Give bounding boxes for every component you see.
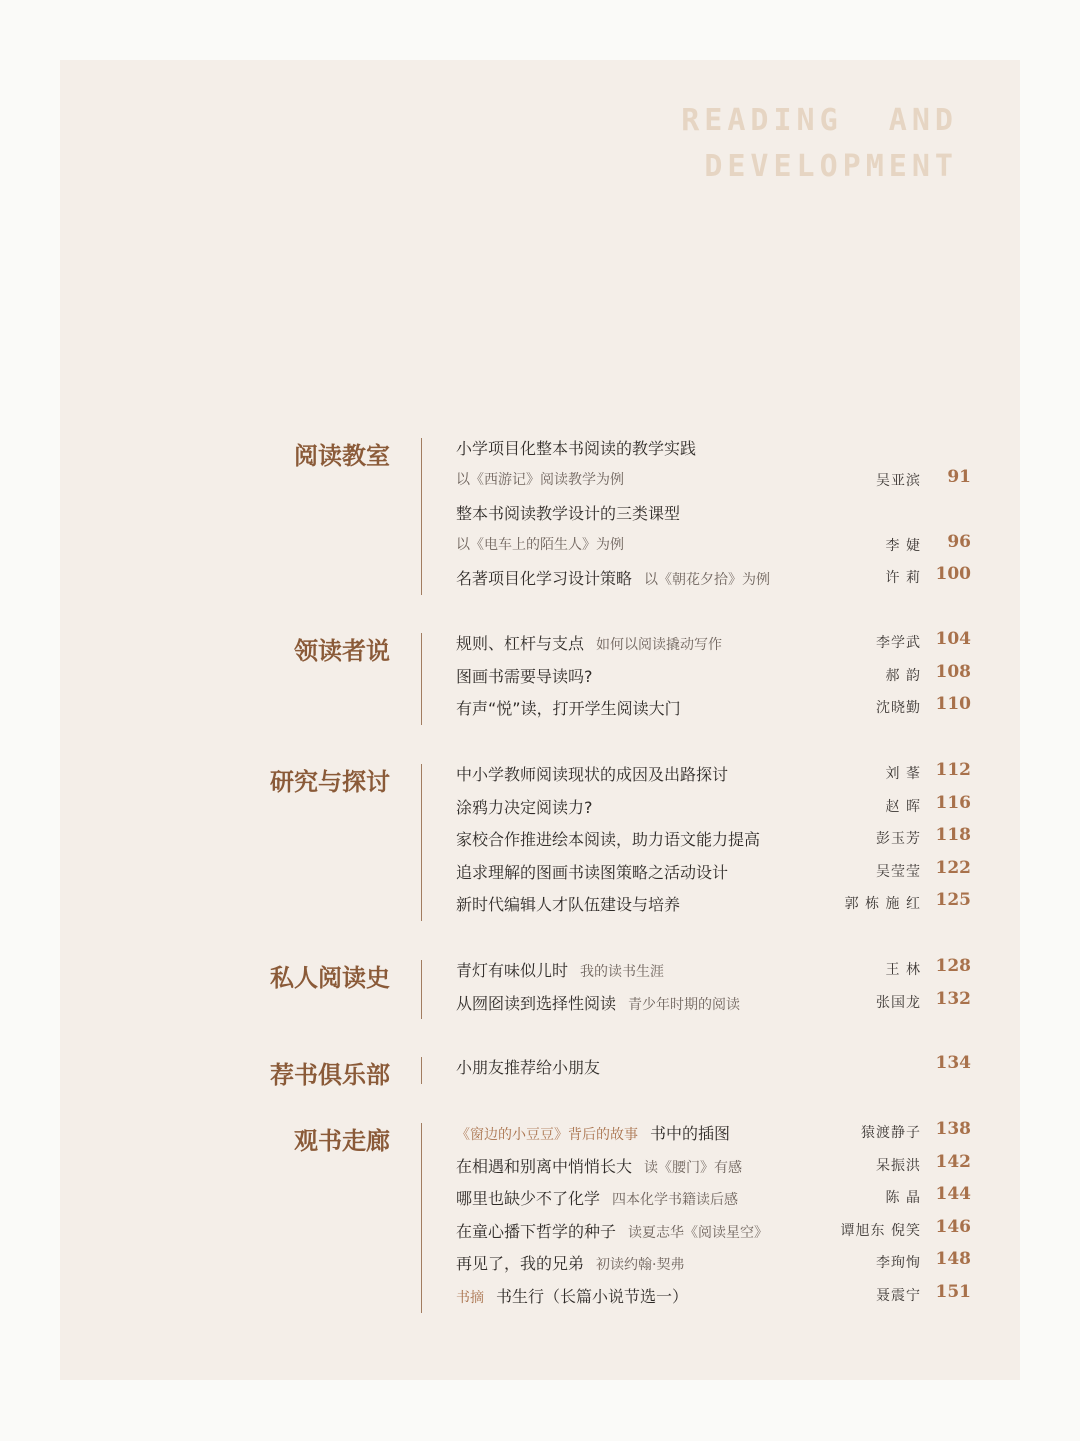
section-divider (421, 960, 422, 1019)
entry-title (456, 762, 728, 785)
entry-title (456, 436, 696, 459)
entry-page-number: 151 (935, 1282, 971, 1302)
entry-subtitle: 读夏志华《阅读星空》 (628, 1225, 769, 1241)
entry-main-title: 新时代编辑人才队伍建设与培养 (456, 895, 681, 914)
entry-page-number: 112 (935, 760, 971, 780)
entry-page-number: 148 (935, 1249, 971, 1269)
entry-author: 彭玉芳 (876, 831, 921, 847)
toc-entry[interactable] (456, 1119, 971, 1143)
entry-page-number: 138 (935, 1119, 971, 1139)
entry-subtitle: 以《朝花夕拾》为例 (644, 572, 771, 588)
section-title: 私人阅读史 (270, 963, 390, 992)
entry-subtitle: 如何以阅读撬动写作 (596, 637, 723, 653)
toc-entry[interactable] (456, 1152, 971, 1176)
entry-page-number: 125 (935, 890, 971, 910)
entry-page-number: 134 (935, 1053, 971, 1073)
entry-title (456, 827, 760, 850)
entry-page-number: 108 (935, 662, 971, 682)
table-of-contents (60, 60, 1020, 1380)
entry-main-title: 中小学教师阅读现状的成因及出路探讨 (456, 765, 729, 784)
entry-title (456, 795, 593, 818)
toc-entry[interactable] (456, 760, 971, 784)
section-divider (421, 438, 422, 595)
entry-title (456, 1186, 738, 1209)
toc-entry[interactable] (456, 532, 971, 556)
entry-subtitle: 四本化学书籍读后感 (612, 1192, 739, 1208)
entry-main-title: 在相遇和别离中悄悄长大 (456, 1157, 633, 1176)
toc-entry[interactable] (456, 956, 971, 980)
entry-title (456, 1121, 730, 1144)
entry-subtitle: 读《腰门》有感 (644, 1160, 743, 1176)
section-title: 观书走廊 (294, 1126, 390, 1155)
entry-main-title: 图画书需要导读吗? (456, 667, 593, 686)
entry-page-number: 104 (935, 629, 971, 649)
toc-entry[interactable] (456, 434, 971, 458)
entry-title (456, 469, 624, 489)
toc-page (60, 60, 1020, 1380)
entry-author: 郝 韵 (885, 668, 921, 684)
entry-main-title: 小学项目化整本书阅读的教学实践 (456, 439, 697, 458)
entry-page-number: 144 (935, 1184, 971, 1204)
entry-title (456, 1251, 684, 1274)
entry-author: 呆振洪 (876, 1158, 921, 1174)
entry-main-title: 有声“悦”读，打开学生阅读大门 (456, 699, 681, 718)
entry-subtitle: 初读约翰·契弗 (596, 1257, 685, 1273)
entry-title (456, 534, 624, 554)
entry-author: 谭旭东 倪笑 (840, 1223, 921, 1239)
toc-entry[interactable] (456, 825, 971, 849)
entry-author: 李 婕 (885, 538, 921, 554)
section-title: 研究与探讨 (270, 767, 390, 796)
entry-subtitle: 以《电车上的陌生人》为例 (456, 537, 624, 553)
entry-main-title: 从囫囵读到选择性阅读 (456, 994, 617, 1013)
entry-author: 刘 莑 (885, 766, 921, 782)
toc-entry[interactable] (456, 662, 971, 686)
toc-entry[interactable] (456, 694, 971, 718)
toc-entry[interactable] (456, 1217, 971, 1241)
entry-title (456, 1154, 742, 1177)
entry-main-title: 整本书阅读教学设计的三类课型 (456, 504, 681, 523)
section-title: 荐书俱乐部 (270, 1060, 390, 1089)
entry-title (456, 631, 722, 654)
section-divider (421, 1123, 422, 1313)
entry-page-number: 118 (935, 825, 971, 845)
toc-entry[interactable] (456, 629, 971, 653)
entry-author: 王 林 (885, 962, 921, 978)
entry-subtitle: 我的读书生涯 (580, 964, 665, 980)
entry-title (456, 991, 740, 1014)
entry-title (456, 501, 680, 524)
entry-page-number: 128 (935, 956, 971, 976)
entry-author: 李学武 (876, 635, 921, 651)
entry-title (456, 892, 680, 915)
masthead-line-1: READING AND (681, 103, 958, 138)
section-title: 阅读教室 (294, 441, 390, 470)
entry-title (456, 664, 593, 687)
entry-author: 许 莉 (885, 570, 921, 586)
section-divider (421, 633, 422, 725)
entry-title (456, 566, 770, 589)
entry-main-title: 在童心播下哲学的种子 (456, 1222, 617, 1241)
toc-entry[interactable] (456, 467, 971, 491)
entry-main-title: 名著项目化学习设计策略 (456, 569, 633, 588)
toc-entry[interactable] (456, 890, 971, 914)
toc-entry[interactable] (456, 989, 971, 1013)
entry-page-number: 132 (935, 989, 971, 1009)
entry-page-number: 116 (935, 793, 971, 813)
entry-author: 郭 栋 施 红 (844, 896, 921, 912)
entry-title (456, 1055, 600, 1078)
entry-title (456, 860, 728, 883)
entry-author: 赵 晖 (885, 799, 921, 815)
entry-page-number: 122 (935, 858, 971, 878)
entry-title (456, 1284, 688, 1307)
entry-title (456, 696, 681, 719)
entry-main-title: 小朋友推荐给小朋友 (456, 1058, 601, 1077)
entry-subtitle: 青少年时期的阅读 (628, 997, 741, 1013)
toc-entry[interactable] (456, 1249, 971, 1273)
entry-main-title: 再见了，我的兄弟 (456, 1254, 585, 1273)
entry-author: 猿渡静子 (861, 1125, 921, 1141)
entry-page-number: 110 (935, 694, 971, 714)
entry-author: 聂震宁 (876, 1288, 921, 1304)
entry-main-title: 书生行（长篇小说节选一） (496, 1287, 689, 1306)
entry-author: 吴莹莹 (876, 864, 921, 880)
entry-main-title: 书中的插图 (650, 1124, 731, 1143)
toc-entry[interactable] (456, 1282, 971, 1306)
toc-entry[interactable] (456, 499, 971, 523)
entry-author: 陈 晶 (885, 1190, 921, 1206)
entry-author: 李珣恂 (876, 1255, 921, 1271)
toc-entry[interactable] (456, 858, 971, 882)
entry-main-title: 涂鸦力决定阅读力? (456, 798, 593, 817)
toc-entry[interactable] (456, 564, 971, 588)
section-divider (421, 1057, 422, 1084)
entry-main-title: 规则、杠杆与支点 (456, 634, 585, 653)
section-title: 领读者说 (294, 636, 390, 665)
entry-subtitle: 以《西游记》阅读教学为例 (456, 472, 624, 488)
entry-page-number: 100 (935, 564, 971, 584)
entry-main-title: 哪里也缺少不了化学 (456, 1189, 601, 1208)
entry-main-title: 家校合作推进绘本阅读，助力语文能力提高 (456, 830, 761, 849)
entry-page-number: 96 (947, 532, 971, 552)
entry-main-title: 追求理解的图画书读图策略之活动设计 (456, 863, 729, 882)
toc-entry[interactable] (456, 1053, 971, 1077)
entry-main-title: 青灯有味似儿时 (456, 961, 569, 980)
entry-page-number: 146 (935, 1217, 971, 1237)
toc-entry[interactable] (456, 793, 971, 817)
toc-entry[interactable] (456, 1184, 971, 1208)
entry-tag: 书摘 (456, 1290, 484, 1306)
entry-title (456, 1219, 768, 1242)
entry-page-number: 142 (935, 1152, 971, 1172)
entry-page-number: 91 (947, 467, 971, 487)
entry-title (456, 958, 664, 981)
entry-author: 沈晓勤 (876, 700, 921, 716)
masthead-line-2: DEVELOPMENT (704, 149, 958, 184)
entry-author: 吴亚滨 (876, 473, 921, 489)
section-divider (421, 764, 422, 921)
entry-tag: 《窗边的小豆豆》背后的故事 (456, 1127, 638, 1143)
entry-author: 张国龙 (876, 995, 921, 1011)
